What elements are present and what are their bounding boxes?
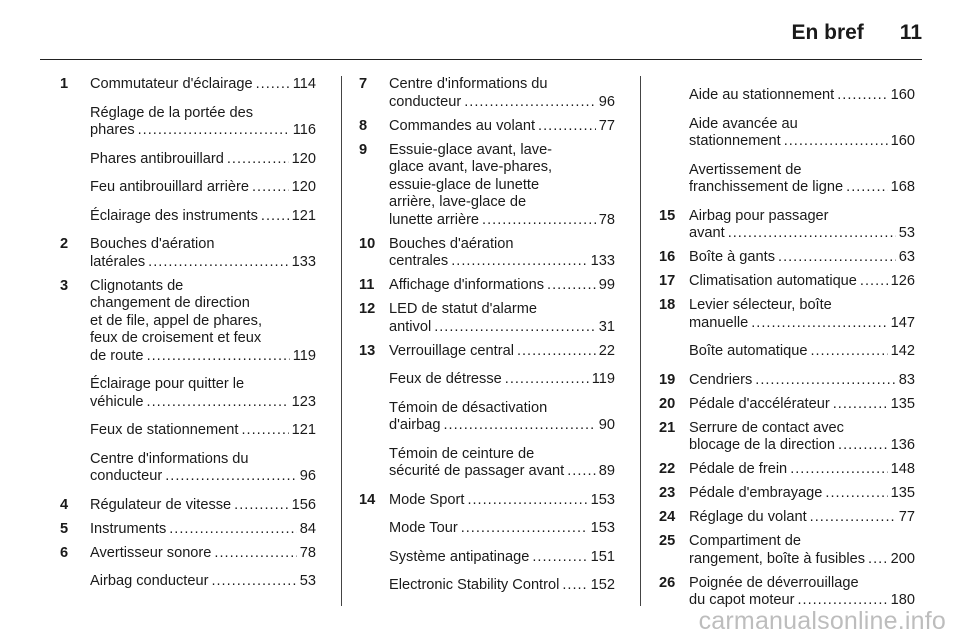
leader-dots: [252, 179, 289, 197]
index-entry: [60, 376, 316, 411]
entry-page: 153: [590, 491, 615, 508]
entry-number: [60, 208, 90, 226]
entry-number: 11: [359, 277, 375, 293]
leader-dots: [810, 509, 896, 527]
entry-text: d'airbag: [389, 417, 441, 433]
entry-text: Pédale d'embrayage: [689, 485, 823, 501]
entry-text: Régulateur de vitesse: [90, 496, 232, 513]
entry-number: [60, 179, 90, 197]
index-entry: [659, 396, 915, 414]
entry-text: arrière, lave-glace de: [389, 194, 527, 210]
entry-text: Compartiment de: [689, 533, 801, 549]
entry-number: 22: [659, 461, 676, 477]
entry-number: 5: [60, 520, 69, 537]
index-entry: [60, 151, 316, 169]
entry-page: 31: [598, 318, 615, 335]
leader-dots: [461, 520, 588, 538]
entry-number: [359, 446, 389, 481]
entry-text: changement de direction: [90, 295, 250, 311]
entry-text: feux de croisement et feux: [90, 330, 262, 346]
entry-page: 84: [299, 520, 316, 537]
index-column-2: [359, 76, 615, 606]
leader-dots: [562, 577, 587, 595]
entry-text: manuelle: [689, 314, 749, 331]
index-entry: [359, 277, 615, 295]
entry-page: 152: [590, 577, 615, 593]
entry-text: Centre d'informations du: [389, 76, 548, 92]
entry-number: 20: [659, 395, 676, 412]
entry-page: 83: [898, 371, 915, 388]
index-column-1: [60, 76, 316, 602]
entry-number: 21: [659, 419, 676, 436]
entry-number: 8: [359, 117, 368, 134]
index-entry: [359, 520, 615, 538]
entry-text: avant: [689, 225, 725, 241]
leader-dots: [868, 551, 888, 569]
entry-text: Commandes au volant: [389, 117, 536, 134]
index-entry: [60, 521, 316, 539]
entry-text: stationnement: [689, 133, 781, 149]
index-entry: [359, 301, 615, 336]
entry-text: Feux de détresse: [389, 371, 502, 387]
leader-dots: [547, 277, 596, 295]
leader-dots: [751, 315, 887, 333]
entry-number: 13: [359, 342, 376, 359]
leader-dots: [846, 179, 888, 197]
entry-text: Levier sélecteur, boîte: [689, 297, 832, 313]
entry-text: Poignée de déverrouillage: [689, 574, 859, 591]
entry-number: 15: [659, 207, 676, 224]
leader-dots: [837, 87, 887, 105]
entry-number: [60, 376, 90, 411]
entry-number: 25: [659, 533, 676, 549]
entry-number: 6: [60, 544, 69, 561]
index-entry: [60, 179, 316, 197]
entry-number: 2: [60, 236, 69, 252]
index-entry: [359, 446, 615, 481]
entry-number: 26: [659, 574, 676, 591]
entry-text: blocage de la direction: [689, 437, 836, 453]
entry-text: Pédale d'accélérateur: [689, 395, 830, 412]
entry-text: Bouches d'aération: [90, 236, 215, 252]
leader-dots: [261, 208, 289, 226]
entry-page: 22: [598, 342, 615, 359]
index-column-3: [659, 76, 915, 616]
page-number: 11: [899, 21, 922, 44]
entry-text: Centre d'informations du: [90, 450, 249, 467]
entry-page: 53: [898, 225, 915, 241]
column-divider: [640, 76, 641, 606]
entry-number: 18: [659, 297, 676, 313]
index-entry: [359, 549, 615, 567]
entry-page: 99: [598, 277, 615, 293]
entry-number: [359, 549, 389, 567]
leader-dots: [833, 396, 888, 414]
header-rule: [40, 59, 922, 60]
entry-text: franchissement de ligne: [689, 179, 844, 195]
entry-number: 24: [659, 509, 676, 525]
index-entry: [659, 420, 915, 455]
entry-page: 77: [598, 117, 615, 134]
entry-text: Affichage d'informations: [389, 277, 545, 293]
index-entry: [60, 278, 316, 366]
index-entry: [60, 422, 316, 440]
entry-page: 78: [598, 211, 615, 228]
index-entry: [359, 343, 615, 361]
entry-page: 119: [591, 371, 615, 387]
entry-text: Réglage de la portée des: [90, 104, 254, 121]
entry-page: 120: [291, 179, 316, 195]
index-entry: [359, 371, 615, 389]
entry-number: 10: [359, 235, 376, 252]
entry-text: Essuie-glace avant, lave-: [389, 141, 553, 158]
leader-dots: [790, 461, 887, 479]
watermark: carmanualsonline.info: [698, 607, 946, 635]
index-entry: [659, 208, 915, 243]
index-entry: [659, 273, 915, 291]
entry-page: 119: [292, 347, 316, 364]
entry-number: [60, 451, 90, 486]
entry-number: [659, 343, 689, 361]
index-entry: [659, 575, 915, 610]
page-title: En bref: [791, 21, 864, 44]
index-entry: [659, 533, 915, 568]
entry-number: 14: [359, 491, 376, 508]
leader-dots: [755, 372, 896, 390]
index-entry: [359, 236, 615, 271]
index-entry: [359, 142, 615, 230]
leader-dots: [517, 343, 596, 361]
entry-text: Bouches d'aération: [389, 235, 514, 252]
index-entry: [359, 76, 615, 111]
entry-text: conducteur: [90, 468, 163, 484]
column-divider: [341, 76, 342, 606]
entry-page: 180: [890, 592, 915, 608]
entry-text: Clignotants de: [90, 277, 184, 294]
leader-dots: [451, 253, 587, 271]
entry-page: 160: [890, 87, 915, 103]
entry-page: 121: [291, 207, 316, 224]
leader-dots: [234, 497, 288, 515]
leader-dots: [138, 122, 290, 140]
entry-page: 121: [291, 422, 316, 438]
entry-page: 151: [590, 548, 615, 565]
entry-text: Mode Tour: [389, 520, 458, 536]
entry-text: Electronic Stability Control: [389, 577, 560, 593]
leader-dots: [241, 422, 288, 440]
entry-number: [659, 162, 689, 197]
index-entry: [659, 485, 915, 503]
leader-dots: [227, 151, 289, 169]
entry-text: conducteur: [389, 93, 462, 110]
entry-page: 135: [890, 485, 915, 501]
entry-page: 168: [890, 179, 915, 195]
entry-number: 4: [60, 496, 69, 513]
entry-text: Cendriers: [689, 371, 753, 388]
entry-page: 156: [291, 496, 316, 513]
leader-dots: [784, 133, 888, 151]
entry-text: Verrouillage central: [389, 342, 514, 359]
entry-text: Feux de stationnement: [90, 422, 239, 438]
index-entry: [60, 236, 316, 271]
entry-text: et de file, appel de phares,: [90, 312, 263, 329]
entry-number: 19: [659, 371, 676, 388]
page-header: [791, 18, 922, 48]
leader-dots: [165, 468, 297, 486]
entry-page: 120: [291, 150, 316, 167]
entry-page: 78: [299, 544, 316, 561]
leader-dots: [211, 573, 296, 591]
index-entry: [60, 208, 316, 226]
entry-number: [359, 520, 389, 538]
entry-number: 9: [359, 141, 368, 158]
entry-text: Avertissement de: [689, 161, 802, 178]
index-entry: [60, 545, 316, 563]
index-entry: [359, 118, 615, 136]
entry-page: 160: [890, 133, 915, 149]
index-entry: [60, 451, 316, 486]
entry-text: Serrure de contact avec: [689, 419, 844, 436]
entry-text: rangement, boîte à fusibles: [689, 550, 866, 567]
entry-text: essuie-glace de lunette: [389, 176, 540, 193]
leader-dots: [532, 549, 587, 567]
entry-text: Aide au stationnement: [689, 87, 835, 103]
index-entry: [659, 461, 915, 479]
entry-text: du capot moteur: [689, 592, 795, 608]
index-entry: [659, 249, 915, 267]
leader-dots: [778, 249, 896, 267]
entry-text: antivol: [389, 318, 432, 335]
entry-page: 136: [890, 437, 915, 453]
index-entry: [60, 573, 316, 591]
leader-dots: [467, 492, 587, 510]
entry-number: [359, 577, 389, 595]
entry-number: 12: [359, 301, 376, 317]
index-entry: [659, 116, 915, 151]
entry-page: 133: [291, 253, 316, 270]
entry-text: Feu antibrouillard arrière: [90, 179, 249, 195]
entry-text: LED de statut d'alarme: [389, 301, 537, 317]
entry-number: [659, 87, 689, 105]
entry-page: 153: [590, 520, 615, 536]
entry-text: Aide avancée au: [689, 115, 798, 132]
entry-text: Pédale de frein: [689, 461, 788, 477]
entry-text: Boîte à gants: [689, 249, 776, 265]
entry-text: latérales: [90, 253, 146, 270]
leader-dots: [838, 437, 888, 455]
index-entry: [659, 297, 915, 332]
index-entry: [359, 492, 615, 510]
entry-page: 116: [292, 122, 316, 138]
leader-dots: [728, 225, 896, 243]
entry-text: Éclairage des instruments: [90, 207, 258, 224]
entry-number: [60, 422, 90, 440]
leader-dots: [148, 254, 288, 272]
entry-text: Airbag conducteur: [90, 573, 209, 589]
index-entry: [359, 400, 615, 435]
entry-text: Système antipatinage: [389, 548, 530, 565]
entry-number: 1: [60, 76, 69, 92]
entry-text: de route: [90, 347, 144, 364]
entry-page: 200: [890, 550, 915, 567]
index-entry: [60, 105, 316, 140]
entry-text: Phares antibrouillard: [90, 150, 224, 167]
entry-text: centrales: [389, 253, 449, 269]
entry-text: Climatisation automatique: [689, 273, 857, 289]
entry-text: véhicule: [90, 393, 144, 410]
index-entry: [659, 343, 915, 361]
entry-number: 23: [659, 485, 676, 501]
leader-dots: [567, 463, 596, 481]
entry-text: lunette arrière: [389, 211, 480, 228]
leader-dots: [434, 319, 596, 337]
index-entry: [659, 509, 915, 527]
entry-text: Airbag pour passager: [689, 207, 829, 224]
entry-page: 148: [890, 461, 915, 477]
entry-page: 53: [299, 573, 316, 589]
entry-text: Réglage du volant: [689, 509, 807, 525]
entry-page: 133: [590, 253, 615, 269]
entry-page: 114: [292, 76, 316, 92]
leader-dots: [860, 273, 888, 291]
entry-number: [359, 371, 389, 389]
entry-page: 126: [890, 273, 915, 289]
entry-text: Commutateur d'éclairage: [90, 76, 253, 92]
entry-text: Mode Sport: [389, 491, 465, 508]
index-entry: [60, 497, 316, 515]
leader-dots: [256, 76, 290, 94]
entry-number: [60, 573, 90, 591]
entry-text: Témoin de ceinture de: [389, 445, 535, 462]
leader-dots: [214, 545, 296, 563]
leader-dots: [443, 417, 595, 435]
entry-text: Témoin de désactivation: [389, 399, 548, 416]
entry-page: 90: [598, 417, 615, 433]
index-entry: [659, 162, 915, 197]
leader-dots: [810, 343, 887, 361]
entry-number: 17: [659, 273, 676, 289]
leader-dots: [147, 394, 289, 412]
entry-page: 123: [291, 393, 316, 410]
entry-number: [60, 151, 90, 169]
entry-text: Éclairage pour quitter le: [90, 376, 245, 392]
entry-page: 89: [598, 463, 615, 479]
leader-dots: [825, 485, 887, 503]
entry-page: 77: [898, 509, 915, 525]
leader-dots: [505, 371, 589, 389]
index-entry: [359, 577, 615, 595]
entry-number: [60, 105, 90, 140]
index-entry: [60, 76, 316, 94]
entry-text: Instruments: [90, 520, 167, 537]
entry-text: Avertisseur sonore: [90, 544, 212, 561]
entry-number: 16: [659, 249, 676, 265]
leader-dots: [538, 118, 596, 136]
entry-page: 147: [890, 314, 915, 331]
entry-text: glace avant, lave-phares,: [389, 159, 553, 175]
entry-number: 3: [60, 277, 69, 294]
index-entry: [659, 372, 915, 390]
entry-page: 96: [299, 468, 316, 484]
entry-text: phares: [90, 122, 135, 138]
entry-page: 142: [890, 343, 915, 359]
entry-text: Boîte automatique: [689, 343, 808, 359]
entry-number: [659, 116, 689, 151]
entry-number: 7: [359, 76, 368, 92]
entry-page: 135: [890, 395, 915, 412]
entry-page: 96: [598, 93, 615, 110]
leader-dots: [169, 521, 297, 539]
leader-dots: [464, 94, 596, 112]
entry-text: sécurité de passager avant: [389, 463, 565, 479]
entry-page: 63: [898, 249, 915, 265]
leader-dots: [482, 212, 596, 230]
index-entry: [659, 87, 915, 105]
leader-dots: [147, 348, 290, 366]
entry-number: [359, 400, 389, 435]
